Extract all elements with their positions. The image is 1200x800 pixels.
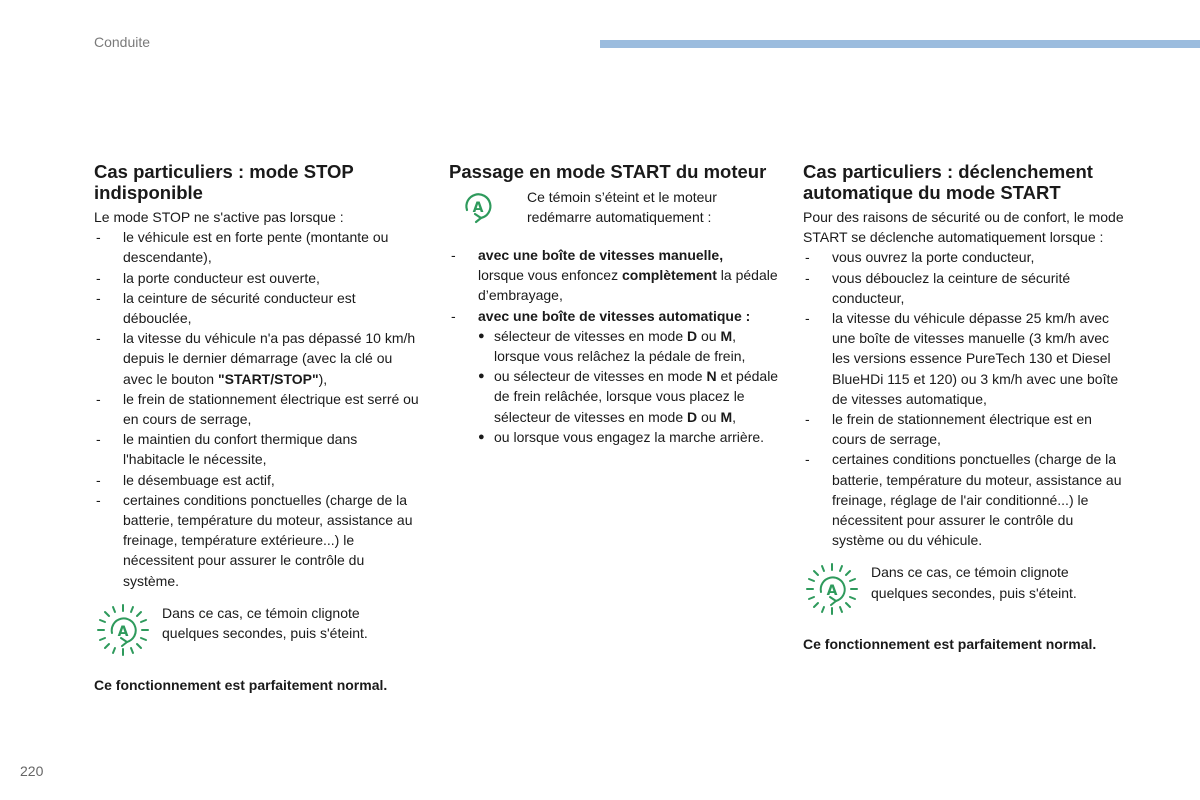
col1-notice-text: Dans ce cas, ce témoin clignote quelques secondes, puis s'éteint. bbox=[162, 604, 368, 642]
start-stop-flashing-indicator-icon bbox=[94, 601, 152, 659]
sub-text: ou bbox=[701, 408, 717, 425]
manual-text: lorsque vous enfoncez bbox=[478, 267, 619, 284]
list-item: - certaines conditions ponctuelles (charge de la batterie, température du moteur, assistance au freinage, réglage de l'air conditionné...) le nécessitent pour assurer le contrôle du système ou du véhicule. bbox=[803, 449, 1128, 550]
column-stop-unavailable bbox=[94, 162, 419, 695]
list-item: - la vitesse du véhicule dépasse 25 km/h avec une boîte de vitesses manuelle (3 km/h avec les versions essence PureTech 130 et Diesel BlueHDi 115 et 120) ou 3 km/h avec une boîte de vitesses automatique, bbox=[803, 308, 1128, 409]
col1-title: Cas particuliers : mode STOP indisponible bbox=[94, 161, 354, 203]
col1-conclusion: Ce fonctionnement est parfaitement normal. bbox=[94, 676, 388, 693]
list-item: - le véhicule est en forte pente (montante ou descendante), bbox=[94, 227, 419, 267]
list-item: - certaines conditions ponctuelles (charge de la batterie, température du moteur, assistance au freinage, température extérieure...) le nécessitent pour assurer le contrôle du système. bbox=[94, 490, 419, 591]
col2-intro-text: Ce témoin s’éteint et le moteur redémarre automatiquement : bbox=[527, 188, 717, 225]
svg-text:A: A bbox=[472, 199, 484, 216]
sub-text: ou bbox=[701, 327, 717, 344]
col3-notice bbox=[803, 562, 1128, 618]
list-item: - le frein de stationnement électrique est serré ou en cours de serrage, bbox=[94, 389, 419, 429]
gear-key: D bbox=[687, 408, 698, 425]
gear-key: M bbox=[720, 408, 733, 425]
col3-title: Cas particuliers : déclenchement automatique du mode START bbox=[803, 161, 1093, 203]
page-number: 220 bbox=[20, 763, 44, 779]
section-label: Conduite bbox=[94, 34, 151, 50]
col2-list bbox=[449, 245, 779, 447]
list-item-manual bbox=[449, 245, 779, 306]
col3-intro: Pour des raisons de sécurité ou de confort, le mode START se déclenche automatiquement lorsque : bbox=[803, 209, 1124, 246]
automatic-gearbox-label: avec une boîte de vitesses automatique : bbox=[478, 307, 751, 324]
list-item: - la porte conducteur est ouverte, bbox=[94, 268, 419, 288]
manual-text-end: la pédale d’embrayage, bbox=[478, 267, 778, 304]
gear-key: N bbox=[706, 368, 717, 385]
col1-list bbox=[94, 227, 419, 591]
col2-intro bbox=[449, 187, 779, 227]
sub-text: ou sélecteur de vitesses en mode bbox=[494, 368, 703, 385]
gear-key: M bbox=[720, 327, 733, 344]
svg-text:A: A bbox=[117, 623, 129, 640]
list-item bbox=[94, 328, 419, 389]
list-item: - vous débouclez la ceinture de sécurité conducteur, bbox=[803, 268, 1128, 308]
list-item-text: la vitesse du véhicule n'a pas dépassé 10 km/h depuis le dernier démarrage (avec la clé ou avec le bouton bbox=[123, 330, 416, 387]
sub-text: sélecteur de vitesses en mode bbox=[494, 327, 684, 344]
list-item: - la ceinture de sécurité conducteur est débouclée, bbox=[94, 288, 419, 328]
col3-list bbox=[803, 247, 1128, 550]
sublist-item bbox=[478, 326, 779, 366]
col1-notice bbox=[94, 603, 419, 659]
list-item: - le maintien du confort thermique dans l'habitacle le nécessite, bbox=[94, 429, 419, 469]
start-stop-flashing-indicator-icon bbox=[803, 560, 861, 618]
col2-title: Passage en mode START du moteur bbox=[449, 161, 767, 182]
sublist-item: ● ou lorsque vous engagez la marche arrière. bbox=[478, 427, 779, 447]
start-stop-button-label: "START/STOP" bbox=[217, 370, 319, 387]
col3-conclusion: Ce fonctionnement est parfaitement normal. bbox=[803, 636, 1097, 653]
column-start-auto-trigger bbox=[803, 162, 1128, 655]
sub-text: , lorsque vous relâchez la pédale de frein, bbox=[494, 327, 746, 364]
list-item-automatic bbox=[449, 306, 779, 447]
col3-notice-text: Dans ce cas, ce témoin clignote quelques secondes, puis s'éteint. bbox=[871, 564, 1077, 601]
start-stop-indicator-icon bbox=[459, 187, 497, 225]
manual-gearbox-label: avec une boîte de vitesses manuelle, bbox=[478, 246, 724, 263]
list-item: - le frein de stationnement électrique est en cours de serrage, bbox=[803, 409, 1128, 449]
manual-bold: complètement bbox=[621, 267, 717, 284]
sub-text: et pédale de frein relâchée, lorsque vous placez le sélecteur de vitesses en mode bbox=[494, 368, 779, 425]
sub-text: , bbox=[732, 408, 737, 425]
automatic-sublist bbox=[478, 326, 779, 447]
list-item-end: ), bbox=[318, 370, 328, 387]
header-accent-bar bbox=[600, 40, 1200, 48]
list-item: - vous ouvrez la porte conducteur, bbox=[803, 247, 1128, 267]
sublist-item bbox=[478, 366, 779, 427]
gear-key: D bbox=[687, 327, 698, 344]
svg-text:A: A bbox=[826, 583, 838, 600]
col1-intro: Le mode STOP ne s'active pas lorsque : bbox=[94, 209, 344, 225]
column-start-mode bbox=[449, 162, 779, 447]
list-item: - le désembuage est actif, bbox=[94, 470, 419, 490]
